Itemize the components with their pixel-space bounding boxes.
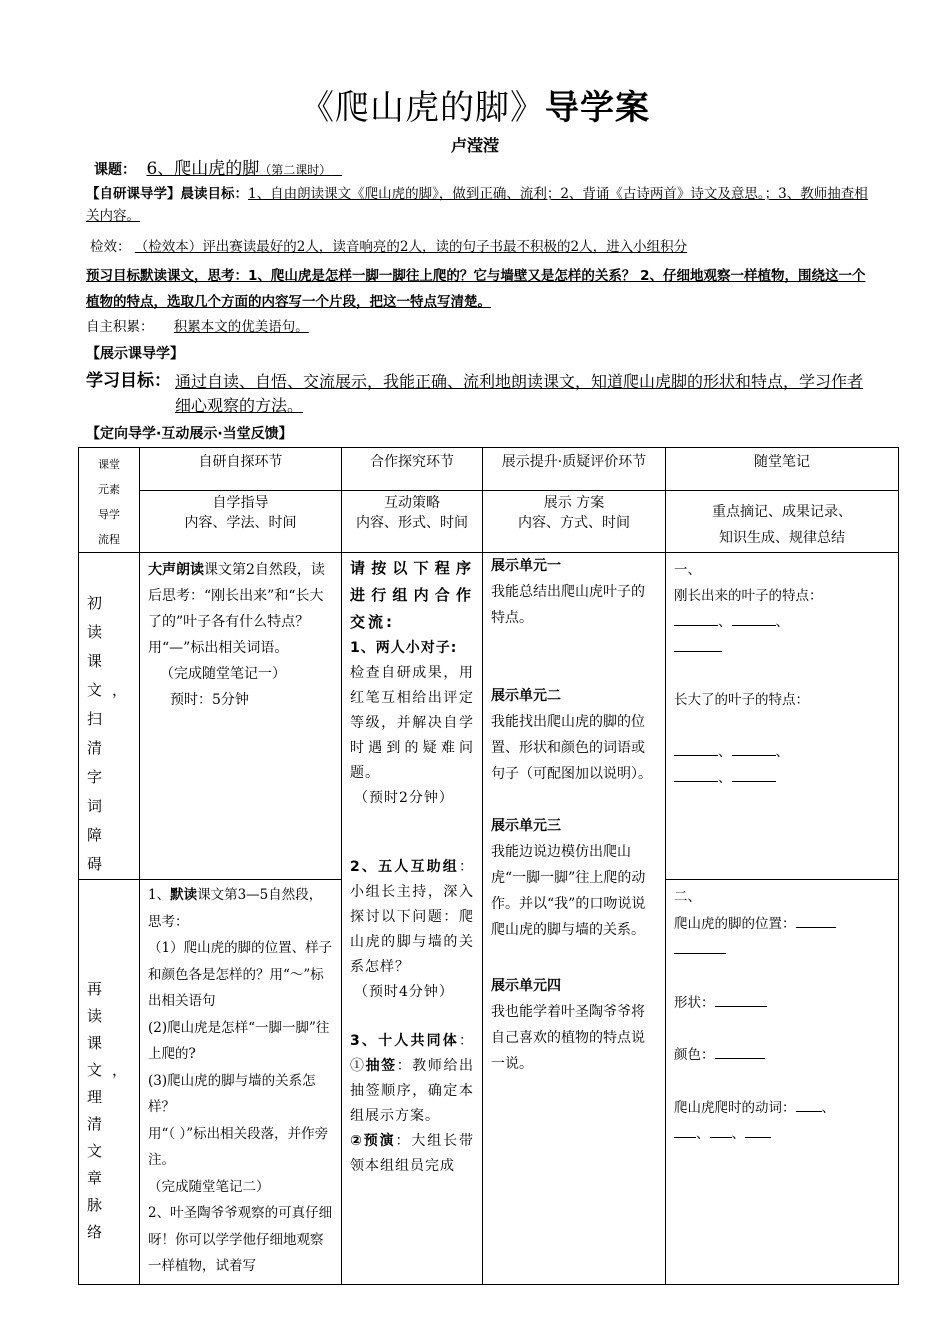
climb-verbs-prompt: 爬山虎爬时的动词：: [674, 1099, 796, 1116]
pair-group-title: 1、两人小对子:: [350, 640, 458, 656]
morning-goal-text: 1、自由朗读课文《爬山虎的脚》，做到正确、流利；2、背诵《古诗两首》诗文及意思。；3、教师抽查相关内容。: [86, 186, 868, 224]
col-show: [483, 448, 666, 553]
ten-group-mid: ：①: [350, 1033, 474, 1074]
corner-cell: [79, 448, 140, 553]
separator: 、: [718, 744, 732, 760]
show-class-heading: 【展示课导学】: [86, 346, 184, 362]
foot-color-line: [674, 1042, 890, 1069]
foot-position-line: [674, 911, 890, 938]
show-unit-text: 我也能学着叶圣陶爷爷将自己喜欢的植物的特点说一说。: [491, 1004, 645, 1072]
learning-goal-label: 学习目标：: [86, 371, 171, 391]
answer-blank[interactable]: [674, 637, 722, 652]
separator: 、: [718, 770, 732, 786]
pair-group-text: 检查自研成果，用红笔互相给出评定等级，并解决自学时遇到的疑难问题。: [350, 665, 474, 781]
row1-label: 初读课文，扫清字词障碍: [79, 553, 140, 880]
question-1: （1）爬山虎的脚的位置、样子和颜色各是怎样的？用“～”标出相关语句: [148, 940, 333, 1009]
answer-blank[interactable]: [732, 767, 776, 782]
answer-blank[interactable]: [674, 611, 718, 626]
col-title: 合作探究环节: [342, 448, 482, 491]
topic-note: （第二课时）: [259, 163, 332, 177]
five-group-time: （预时4分钟）: [354, 984, 454, 1000]
self-study-line: [86, 183, 871, 227]
answer-blank[interactable]: [710, 1123, 732, 1138]
coop-cell: [342, 553, 483, 1285]
corner-line: 元素: [98, 483, 120, 496]
col-title: 自研自探环节: [140, 448, 341, 491]
answer-blank[interactable]: [715, 992, 767, 1007]
corner-line: 流程: [98, 533, 120, 546]
col-sub: 内容、形式、时间: [356, 515, 468, 531]
col-title: 展示提升·质疑评价环节: [483, 448, 665, 491]
col-notes: [666, 448, 899, 553]
topic-value: [140, 159, 342, 179]
show-cell: [483, 553, 666, 1285]
young-leaf-blanks: [674, 609, 890, 635]
separator: 、: [775, 744, 789, 760]
notes-cell-2: [666, 880, 899, 1285]
row1-task: 课文第2自然段，读后思考：“刚长出来”和“长大了的”叶子各有什么特点？用“—”标出相关词语。: [148, 562, 325, 656]
answer-blank[interactable]: [745, 1123, 771, 1138]
read-aloud-label: 大声朗读: [148, 562, 204, 578]
col-sub: 重点摘记、成果记录、: [712, 504, 852, 520]
col-sub: 知识生成、规律总结: [719, 530, 845, 546]
page-title: [0, 80, 950, 129]
answer-blank[interactable]: [674, 939, 726, 954]
rehearsal-label: ②预演: [350, 1133, 396, 1149]
notes-part-two: 二、: [674, 889, 701, 905]
row2-instruction: [148, 882, 333, 935]
question-2: (2)爬山虎是怎样“一脚一脚”往上爬的?: [148, 1019, 330, 1062]
topic-label: 课题：: [94, 162, 136, 178]
author-name: 卢滢滢: [450, 136, 499, 155]
answer-blank[interactable]: [715, 1044, 765, 1059]
title-suffix: 导学案: [545, 88, 650, 128]
col-sub: 内容、方式、时间: [518, 515, 630, 531]
topic-line: [86, 158, 876, 181]
separator: 、: [821, 1099, 835, 1116]
foot-shape-line: [674, 990, 890, 1017]
row2-label: 再读课文，理清文章脉络: [79, 880, 140, 1285]
corner-line: 课堂: [98, 458, 120, 471]
self-study-tag: 【自研课导学】: [86, 186, 181, 202]
col-coop: [342, 448, 483, 553]
col-sub: 展示 方案: [543, 495, 605, 511]
check-label: 检效：: [90, 239, 131, 255]
row1-self-study: [140, 553, 342, 880]
separator: 、: [775, 614, 789, 630]
show-unit-text: 我能找出爬山虎的脚的位置、形状和颜色的词语或句子（可配图加以说明）。: [491, 714, 652, 782]
pair-group-time: （预时2分钟）: [354, 790, 454, 806]
col-self-study: [140, 448, 342, 553]
answer-blank[interactable]: [674, 1123, 696, 1138]
answer-blank[interactable]: [796, 1097, 822, 1112]
five-group: [350, 855, 474, 980]
row1-time: 预时：5分钟: [170, 692, 249, 708]
separator: 、: [718, 614, 732, 630]
row2-self-study: [140, 880, 342, 1285]
accumulate-label: 自主积累：: [86, 319, 154, 335]
climb-verbs-line: [674, 1095, 890, 1122]
notes-part-one: 一、: [674, 562, 701, 578]
silent-read-label: 默读: [170, 887, 198, 903]
show-unit-text: 我能总结出爬山虎叶子的特点。: [491, 584, 645, 626]
five-group-title: 2、五人互助组: [350, 859, 459, 875]
grown-leaf-prompt: 长大了的叶子的特点：: [674, 692, 809, 708]
ten-group: [350, 1029, 474, 1129]
question-4: 用“（ ）”标出相关段落，并作旁注。: [148, 1125, 329, 1168]
five-group-text: ：小组长主持，深入探讨以下问题：爬山虎的脚与墙的关系怎样？: [350, 859, 474, 975]
foot-shape-prompt: 形状：: [674, 994, 715, 1011]
col-title: 随堂笔记: [666, 448, 898, 491]
check-text: （检效本）评出赛读最好的2人，读音响亮的2人，读的句子书最不积极的2人，进入小组积分: [134, 239, 688, 255]
topic-name: 6、爬山虎的脚: [146, 159, 260, 179]
foot-color-prompt: 颜色：: [674, 1047, 715, 1063]
row1-instruction: [148, 557, 333, 661]
separator: 、: [696, 1126, 710, 1142]
answer-blank[interactable]: [674, 741, 718, 756]
row1-note: （完成随堂笔记一）: [160, 666, 286, 682]
section-heading: 【定向导学·互动展示·当堂反馈】: [86, 426, 293, 442]
title-prefix: 《爬山虎的脚》: [300, 88, 545, 128]
lottery-text: ：教师给出抽签顺序，确定本组展示方案。: [350, 1058, 475, 1124]
answer-blank[interactable]: [732, 611, 776, 626]
row2-note: （完成随堂笔记二）: [148, 1178, 270, 1195]
show-unit-title: 展示单元二: [491, 688, 561, 704]
answer-blank[interactable]: [796, 913, 836, 928]
item-number: 1、: [148, 887, 171, 903]
coop-intro: 请按以下程序进行组内合作交流:: [350, 559, 474, 631]
row2-task: 课文第3—5自然段，思考：: [148, 887, 323, 930]
show-unit-text: 我能边说边模仿出爬山虎“一脚一脚”往上爬的动作。并以“我”的口吻说说爬山虎的脚与墙的关系。: [491, 844, 646, 938]
preview-goal: 预习目标默读课文，思考：1、爬山虎是怎样一脚一脚往上爬的？它与墙壁又是怎样的关系？ 2、仔细地观察一样植物，围绕这一个植物的特点，选取几个方面的内容写一个片段，把这一特点写清楚。: [86, 268, 866, 310]
col-sub: 互动策略: [384, 495, 440, 511]
rehearsal-text: ：大组长带领本组组员完成: [350, 1133, 475, 1174]
foot-position-prompt: 爬山虎的脚的位置：: [674, 915, 796, 932]
check-line: [86, 236, 876, 258]
separator: 、: [731, 1126, 745, 1142]
notes-cell-1: [666, 553, 899, 880]
answer-blank[interactable]: [674, 767, 718, 782]
show-unit-title: 展示单元四: [491, 978, 561, 994]
show-unit-title: 展示单元一: [491, 558, 561, 574]
rehearsal: [350, 1129, 474, 1179]
row2-task-2: 2、叶圣陶爷爷观察的可真仔细呀！你可以学学他仔细地观察一样植物，试着写: [148, 1205, 333, 1274]
lottery-label: 抽签: [365, 1058, 397, 1074]
young-leaf-prompt: 刚长出来的叶子的特点：: [674, 588, 823, 604]
guide-table: [78, 447, 899, 1285]
morning-goal-label: 晨读目标：: [180, 186, 248, 202]
show-unit-title: 展示单元三: [491, 818, 561, 834]
learning-goal-text: 通过自读、自悟、交流展示，我能正确、流利地朗读课文，知道爬山虎脚的形状和特点，学习作者细心观察的方法。: [175, 372, 864, 415]
col-sub: 内容、学法、时间: [184, 515, 297, 531]
accumulate-text: 积累本文的优美语句。: [173, 319, 309, 335]
ten-group-title: 3、十人共同体: [350, 1033, 459, 1049]
accumulate-line: [86, 316, 876, 338]
answer-blank[interactable]: [732, 741, 776, 756]
corner-line: 导学: [98, 508, 120, 521]
col-sub: 自学指导: [212, 495, 269, 511]
question-3: (3)爬山虎的脚与墙的关系怎样？: [148, 1072, 316, 1115]
